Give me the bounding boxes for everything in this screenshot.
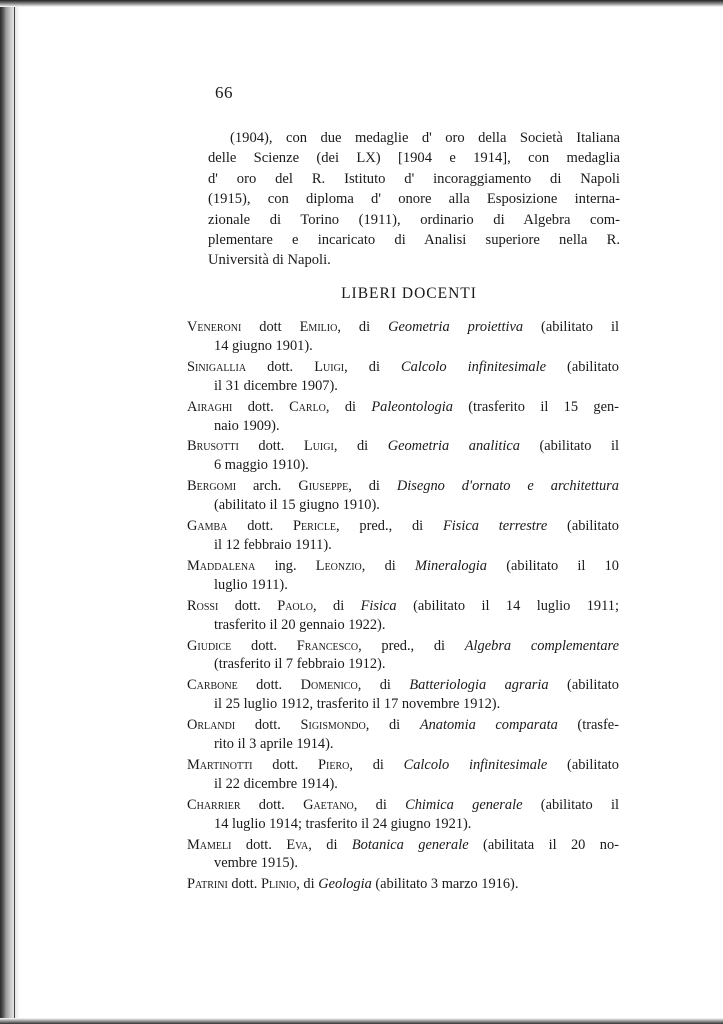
entry-continuation: 6 maggio 1910). xyxy=(214,457,309,474)
entry-connector: , di xyxy=(365,717,420,734)
entry-title: dott. xyxy=(231,876,258,893)
entry-surname: Giudice xyxy=(187,637,232,654)
entry-line xyxy=(187,637,619,656)
entry-details: (abilitata il 20 no- xyxy=(468,836,619,853)
entry-connector: , di xyxy=(349,756,404,773)
page-bottom-edge xyxy=(0,1018,723,1024)
page-top-edge xyxy=(0,0,723,7)
entry-connector: , di xyxy=(333,438,388,455)
binding-edge-line xyxy=(14,0,15,1024)
entry-continuation: il 22 dicembre 1914). xyxy=(214,775,338,792)
docente-entry xyxy=(187,875,619,894)
entry-connector: , di xyxy=(296,876,319,893)
entry-title: dott xyxy=(259,319,282,335)
book-binding-shadow xyxy=(0,0,20,1024)
entry-given-name: Francesco xyxy=(296,637,359,654)
entry-connector: , pred., di xyxy=(358,637,465,654)
entry-title: dott. xyxy=(247,398,274,415)
intro-line: d' oro del R. Istituto d' incoraggiamento di Napoli xyxy=(208,170,620,187)
entry-title: dott. xyxy=(258,796,285,813)
entry-title: dott. xyxy=(234,597,261,614)
entry-details: (abilitato xyxy=(546,358,619,375)
docente-entry xyxy=(187,517,619,555)
entry-title: dott. xyxy=(254,717,281,734)
entry-connector: , di xyxy=(325,398,372,415)
entry-subject: Algebra complementare xyxy=(464,637,619,654)
entry-surname: Veneroni xyxy=(187,319,242,335)
docente-entry xyxy=(187,756,619,794)
entry-title: dott. xyxy=(251,637,277,654)
entry-line xyxy=(187,597,619,616)
entry-subject: Paleontologia xyxy=(371,398,453,415)
entry-subject: Mineralogia xyxy=(415,557,487,574)
entry-continuation: il 31 dicembre 1907). xyxy=(214,377,338,394)
entry-given-name: Plinio xyxy=(261,876,297,893)
entry-line xyxy=(187,517,619,536)
entry-continuation: rito il 3 aprile 1914). xyxy=(214,736,334,753)
entry-details: (trasfe- xyxy=(557,717,619,734)
entry-connector: , di xyxy=(353,796,406,813)
entry-continuation: 14 giugno 1901). xyxy=(214,337,313,354)
entry-details: (abilitato il 10 xyxy=(486,557,619,574)
entry-subject: Calcolo infinitesimale xyxy=(401,358,546,375)
entry-continuation: trasferito il 20 gennaio 1922). xyxy=(214,616,386,633)
entry-connector: , di xyxy=(312,597,361,614)
entry-surname: Mameli xyxy=(187,836,232,853)
entry-connector: , pred., di xyxy=(336,518,443,535)
entry-continuation: (trasferito il 7 febbraio 1912). xyxy=(214,656,386,673)
entry-given-name: Paolo xyxy=(277,597,313,614)
entry-surname: Maddalena xyxy=(187,557,256,574)
entry-surname: Charrier xyxy=(187,796,241,813)
entry-surname: Rossi xyxy=(187,597,219,614)
entry-continuation: il 25 luglio 1912, trasferito il 17 novembre 1912). xyxy=(214,696,501,713)
entry-given-name: Gaetano xyxy=(303,796,354,813)
entry-title: dott. xyxy=(245,836,272,853)
entry-surname: Patrini xyxy=(187,876,228,893)
entry-surname: Martinotti xyxy=(187,756,253,773)
entry-surname: Brusotti xyxy=(187,438,239,455)
docente-entry xyxy=(187,716,619,754)
intro-line: Università di Napoli. xyxy=(208,252,331,269)
intro-line: delle Scienze (dei LX) [1904 e 1914], con medaglia xyxy=(208,150,620,167)
entry-title: arch. xyxy=(253,478,282,495)
entry-connector: , di xyxy=(344,358,402,375)
page-number: 66 xyxy=(215,83,233,102)
docenti-list xyxy=(187,318,619,896)
entry-details: (abilitato il xyxy=(523,319,619,335)
entry-continuation: 14 luglio 1914; trasferito il 24 giugno 1921). xyxy=(214,815,472,832)
entry-title: dott. xyxy=(272,756,299,773)
entry-given-name: Emilio xyxy=(299,319,338,335)
docente-entry xyxy=(187,398,619,436)
entry-surname: Bergomi xyxy=(187,478,237,495)
entry-subject: Geometria proiettiva xyxy=(388,319,524,335)
entry-connector: , di xyxy=(337,319,389,335)
intro-line: zionale di Torino (1911), ordinario di Algebra com- xyxy=(208,211,620,228)
entry-line xyxy=(187,676,619,695)
entry-details: (abilitato il xyxy=(522,796,619,813)
entry-given-name: Eva xyxy=(286,836,309,853)
docente-entry xyxy=(187,796,619,834)
intro-line: (1904), con due medaglie d' oro della Società Italiana xyxy=(230,130,620,146)
entry-title: dott. xyxy=(267,358,294,375)
docente-entry xyxy=(187,358,619,396)
entry-details: (abilitato xyxy=(548,677,619,694)
entry-title: dott. xyxy=(247,518,274,535)
entry-given-name: Domenico xyxy=(300,677,358,694)
entry-line xyxy=(187,836,619,855)
docente-entry xyxy=(187,637,619,675)
entry-line xyxy=(187,756,619,775)
entry-details: (abilitato 3 marzo 1916). xyxy=(371,876,519,893)
entry-given-name: Luigi xyxy=(303,438,334,455)
entry-line xyxy=(187,398,619,417)
entry-subject: Anatomia comparata xyxy=(419,717,558,734)
entry-subject: Fisica xyxy=(360,597,397,614)
entry-connector: , di xyxy=(357,677,410,694)
entry-subject: Botanica generale xyxy=(351,836,469,853)
docente-entry xyxy=(187,557,619,595)
docente-entry xyxy=(187,318,619,356)
entry-continuation: naio 1909). xyxy=(214,417,280,434)
entry-connector: , di xyxy=(308,836,352,853)
intro-line: plementare e incaricato di Analisi superiore nella R. xyxy=(208,232,620,249)
entry-line xyxy=(187,318,619,337)
entry-line xyxy=(187,437,619,456)
entry-given-name: Leonzio xyxy=(315,557,362,574)
entry-given-name: Pericle xyxy=(293,518,337,535)
docente-entry xyxy=(187,836,619,874)
intro-line: (1915), con diploma d' onore alla Esposizione interna- xyxy=(208,191,620,208)
entry-subject: Geologia xyxy=(318,876,372,893)
entry-given-name: Luigi xyxy=(314,358,345,375)
entry-given-name: Carlo xyxy=(289,398,326,415)
entry-connector: , di xyxy=(361,557,416,574)
entry-details: (trasferito il 15 gen- xyxy=(452,398,619,415)
entry-given-name: Giuseppe xyxy=(298,478,349,495)
entry-continuation: (abilitato il 15 giugno 1910). xyxy=(214,497,380,514)
entry-title: dott. xyxy=(258,438,285,455)
entry-surname: Carbone xyxy=(187,677,238,694)
entry-line xyxy=(187,358,619,377)
entry-details: (abilitato il 14 luglio 1911; xyxy=(396,597,619,614)
entry-line xyxy=(187,557,619,576)
entry-continuation: il 12 febbraio 1911). xyxy=(214,536,332,553)
entry-subject: Chimica generale xyxy=(405,796,523,813)
entry-surname: Orlandi xyxy=(187,717,236,734)
entry-subject: Disegno d'ornato e architettura xyxy=(396,478,619,495)
entry-connector: , di xyxy=(348,478,397,495)
entry-line xyxy=(187,716,619,735)
entry-continuation: vembre 1915). xyxy=(214,855,298,872)
intro-paragraph xyxy=(208,128,620,271)
section-heading: LIBERI DOCENTI xyxy=(341,285,477,302)
entry-subject: Geometria analitica xyxy=(387,438,520,455)
entry-subject: Batteriologia agraria xyxy=(409,677,549,694)
entry-given-name: Sigismondo xyxy=(300,717,366,734)
docente-entry xyxy=(187,676,619,714)
entry-subject: Calcolo infinitesimale xyxy=(403,756,548,773)
entry-given-name: Piero xyxy=(318,756,350,773)
entry-surname: Sinigallia xyxy=(187,358,247,375)
entry-line xyxy=(187,796,619,815)
entry-surname: Gamba xyxy=(187,518,228,535)
entry-details: (abilitato il xyxy=(519,438,619,455)
entry-line xyxy=(187,875,619,894)
entry-details: (abilitato xyxy=(547,756,619,773)
docente-entry xyxy=(187,477,619,515)
entry-title: ing. xyxy=(274,557,297,574)
entry-surname: Airaghi xyxy=(187,398,233,415)
entry-line xyxy=(187,477,619,496)
entry-continuation: luglio 1911). xyxy=(214,576,288,593)
entry-details: (abilitato xyxy=(547,518,619,535)
entry-subject: Fisica terrestre xyxy=(442,518,548,535)
docente-entry xyxy=(187,437,619,475)
entry-title: dott. xyxy=(256,677,283,694)
docente-entry xyxy=(187,597,619,635)
